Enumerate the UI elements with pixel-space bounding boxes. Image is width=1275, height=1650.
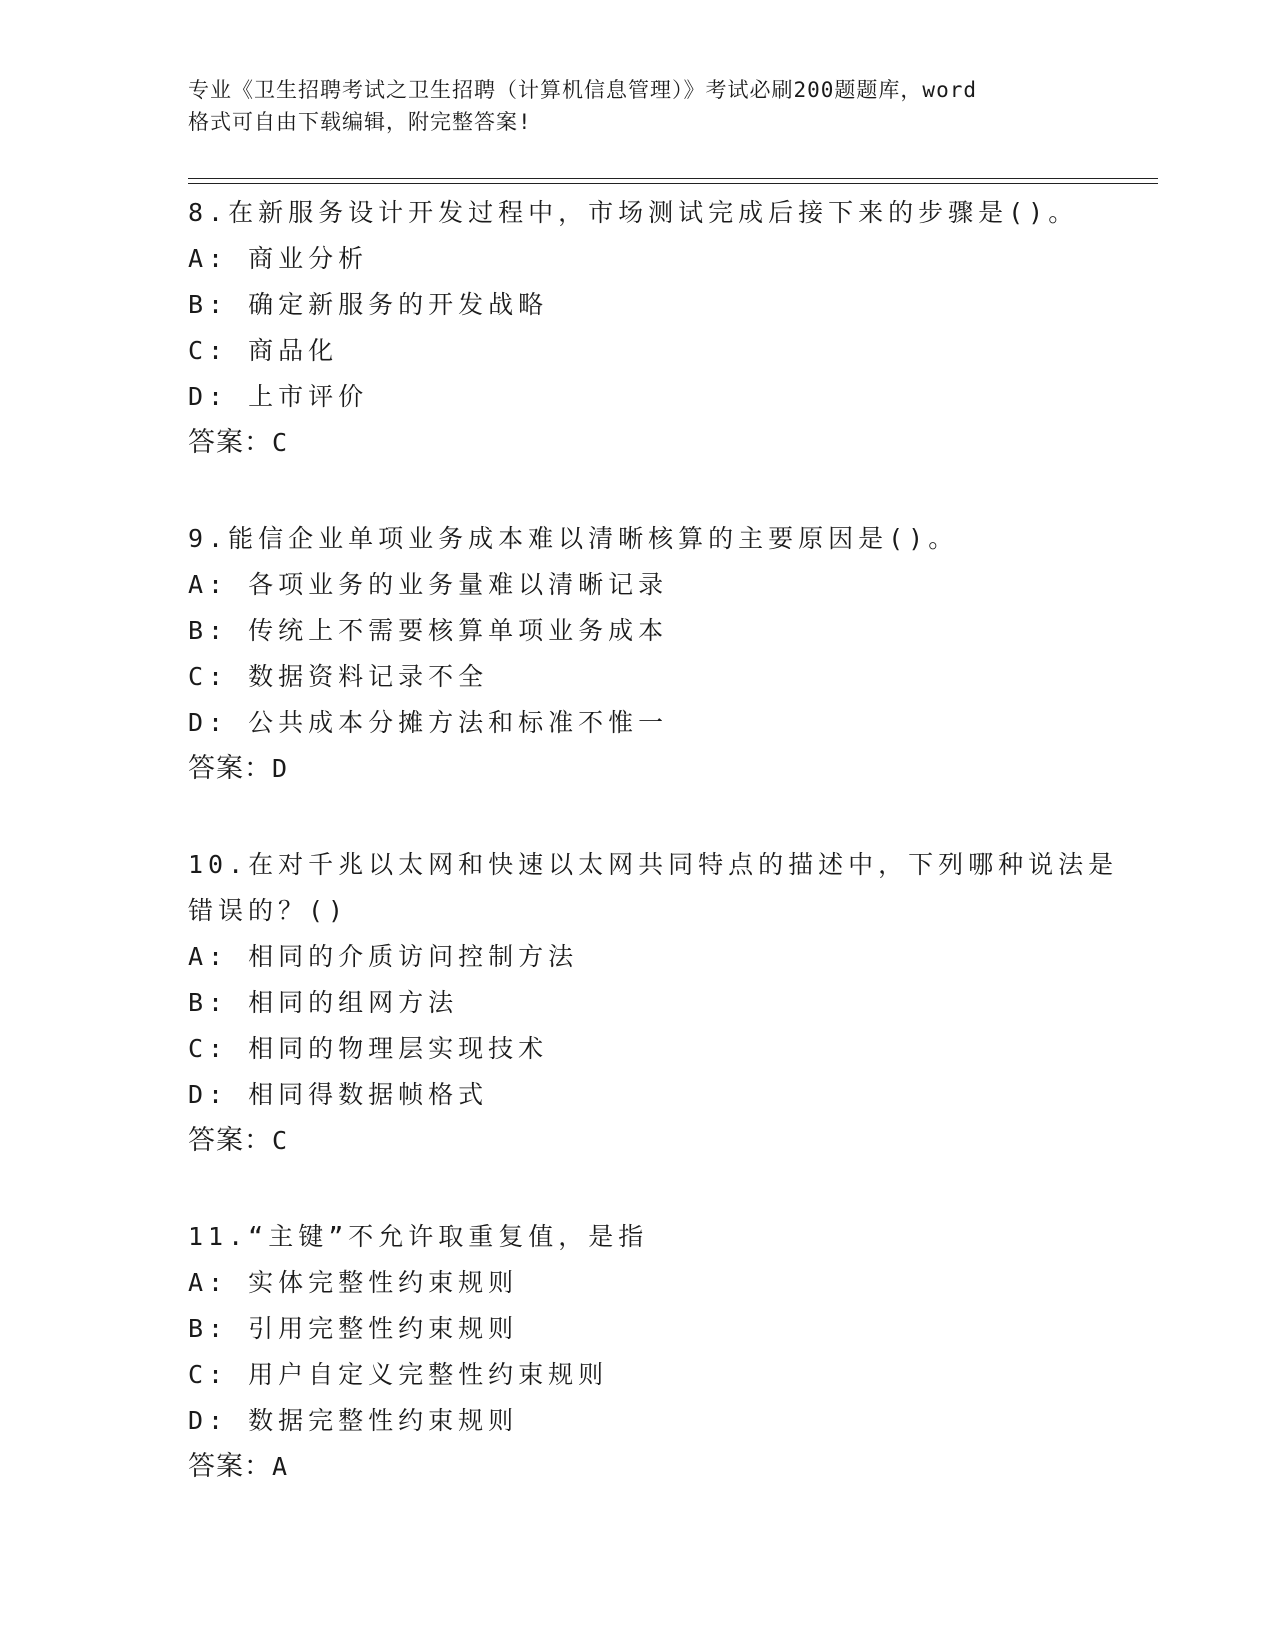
option-c: C: 相同的物理层实现技术 (188, 1034, 549, 1063)
answer-line (188, 420, 1088, 466)
option-a: A: 实体完整性约束规则 (188, 1268, 519, 1297)
answer-value: C (272, 1126, 288, 1155)
option-d: D: 公共成本分摊方法和标准不惟一 (188, 708, 669, 737)
option-c: C: 商品化 (188, 336, 339, 365)
header-divider-top (188, 178, 1158, 179)
option-b: B: 相同的组网方法 (188, 988, 459, 1017)
option-b: B: 传统上不需要核算单项业务成本 (188, 616, 669, 645)
option-a: A: 各项业务的业务量难以清晰记录 (188, 570, 669, 599)
answer-value: A (272, 1452, 288, 1481)
question-list (188, 190, 1119, 1540)
option-d: D: 上市评价 (188, 382, 369, 411)
answer-label: 答案： (188, 427, 272, 458)
option-a: A: 相同的介质访问控制方法 (188, 942, 579, 971)
question-11 (188, 1214, 1088, 1490)
answer-value: D (272, 754, 288, 783)
question-stem: 10.在对千兆以太网和快速以太网共同特点的描述中，下列哪种说法是 (188, 850, 1119, 879)
header-line-2: 格式可自由下载编辑，附完整答案! (188, 110, 532, 134)
question-stem: 9.能信企业单项业务成本难以清晰核算的主要原因是()。 (188, 524, 959, 553)
option-c: C: 数据资料记录不全 (188, 662, 489, 691)
answer-line (188, 1444, 1088, 1490)
answer-label: 答案： (188, 1125, 272, 1156)
question-9 (188, 516, 1088, 792)
answer-label: 答案： (188, 753, 272, 784)
question-10 (188, 842, 1119, 1164)
option-a: A: 商业分析 (188, 244, 369, 273)
question-8 (188, 190, 1088, 466)
answer-line (188, 746, 1088, 792)
option-d: D: 数据完整性约束规则 (188, 1406, 519, 1435)
option-d: D: 相同得数据帧格式 (188, 1080, 489, 1109)
header-divider-bottom (188, 183, 1158, 184)
question-stem: 11.“主键”不允许取重复值，是指 (188, 1222, 649, 1251)
question-stem-continued: 错误的？() (188, 896, 349, 925)
header-line-1: 专业《卫生招聘考试之卫生招聘（计算机信息管理）》考试必刷200题题库，word (188, 78, 977, 102)
option-c: C: 用户自定义完整性约束规则 (188, 1360, 609, 1389)
option-b: B: 确定新服务的开发战略 (188, 290, 549, 319)
answer-label: 答案： (188, 1451, 272, 1482)
answer-value: C (272, 428, 288, 457)
document-header (188, 74, 1088, 138)
question-stem: 8.在新服务设计开发过程中，市场测试完成后接下来的步骤是()。 (188, 198, 1079, 227)
answer-line (188, 1118, 1088, 1164)
option-b: B: 引用完整性约束规则 (188, 1314, 519, 1343)
